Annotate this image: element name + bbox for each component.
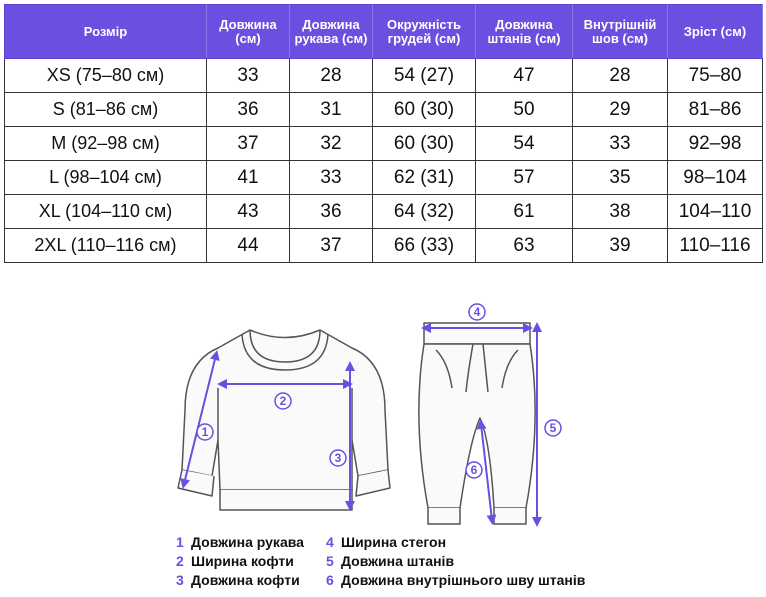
legend-item: 5 Довжина штанів — [326, 553, 455, 569]
table-row — [5, 93, 763, 127]
legend-left — [176, 533, 304, 590]
marker-3 — [330, 450, 346, 466]
cell: 41 — [207, 161, 290, 195]
marker-3-label: 3 — [334, 451, 342, 465]
cell-size: 2XL (110–116 см) — [5, 229, 207, 263]
cell: 64 (32) — [373, 195, 476, 229]
cell: 92–98 — [668, 127, 763, 161]
cell: 36 — [207, 93, 290, 127]
garment-diagram — [0, 290, 766, 540]
size-table — [4, 4, 763, 263]
marker-1-label: 1 — [201, 425, 209, 439]
cell: 43 — [207, 195, 290, 229]
table-row — [5, 59, 763, 93]
header-pants-length: Довжина штанів (см) — [476, 5, 573, 59]
cell: 36 — [290, 195, 373, 229]
cell: 60 (30) — [373, 93, 476, 127]
header-sleeve-length: Довжина рукава (см) — [290, 5, 373, 59]
cell: 63 — [476, 229, 573, 263]
cell: 110–116 — [668, 229, 763, 263]
legend-right — [326, 533, 585, 590]
cell-size: L (98–104 см) — [5, 161, 207, 195]
cell: 33 — [573, 127, 668, 161]
header-inseam: Внутрішній шов (см) — [573, 5, 668, 59]
cell-size: M (92–98 см) — [5, 127, 207, 161]
marker-5-label: 5 — [549, 421, 557, 435]
cell: 61 — [476, 195, 573, 229]
table-row — [5, 161, 763, 195]
cell: 37 — [290, 229, 373, 263]
table-header-row — [5, 5, 763, 59]
cell: 66 (33) — [373, 229, 476, 263]
cell: 39 — [573, 229, 668, 263]
cell: 38 — [573, 195, 668, 229]
header-height: Зріст (см) — [668, 5, 763, 59]
cell: 50 — [476, 93, 573, 127]
cell: 104–110 — [668, 195, 763, 229]
cell: 75–80 — [668, 59, 763, 93]
cell: 81–86 — [668, 93, 763, 127]
legend-item: 4 Ширина стегон — [326, 534, 447, 550]
cell: 32 — [290, 127, 373, 161]
marker-6-label: 6 — [470, 463, 478, 477]
marker-2-label: 2 — [279, 394, 287, 408]
legend-item: 1 Довжина рукава — [176, 534, 304, 550]
header-length: Довжина (см) — [207, 5, 290, 59]
marker-5 — [545, 420, 561, 436]
legend-item: 2 Ширина кофти — [176, 553, 294, 569]
cell: 54 (27) — [373, 59, 476, 93]
header-size: Розмір — [5, 5, 207, 59]
cell: 35 — [573, 161, 668, 195]
marker-4 — [469, 304, 485, 320]
cell: 98–104 — [668, 161, 763, 195]
marker-4-label: 4 — [473, 305, 481, 319]
pants-outline — [419, 323, 535, 524]
cell: 62 (31) — [373, 161, 476, 195]
cell: 54 — [476, 127, 573, 161]
cell-size: XL (104–110 см) — [5, 195, 207, 229]
marker-1 — [197, 424, 213, 440]
legend-item: 6 Довжина внутрішнього шву штанів — [326, 572, 586, 588]
legend-item: 3 Довжина кофти — [176, 572, 300, 588]
cell: 57 — [476, 161, 573, 195]
cell: 33 — [290, 161, 373, 195]
cell: 28 — [573, 59, 668, 93]
cell: 47 — [476, 59, 573, 93]
table-row — [5, 195, 763, 229]
table-row — [5, 229, 763, 263]
cell: 28 — [290, 59, 373, 93]
cell-size: XS (75–80 см) — [5, 59, 207, 93]
marker-6 — [466, 462, 482, 478]
cell: 31 — [290, 93, 373, 127]
cell: 60 (30) — [373, 127, 476, 161]
header-chest: Окружність грудей (см) — [373, 5, 476, 59]
cell: 33 — [207, 59, 290, 93]
cell-size: S (81–86 см) — [5, 93, 207, 127]
table-row — [5, 127, 763, 161]
sweatshirt-outline — [178, 330, 390, 510]
cell: 44 — [207, 229, 290, 263]
cell: 29 — [573, 93, 668, 127]
cell: 37 — [207, 127, 290, 161]
marker-2 — [275, 393, 291, 409]
